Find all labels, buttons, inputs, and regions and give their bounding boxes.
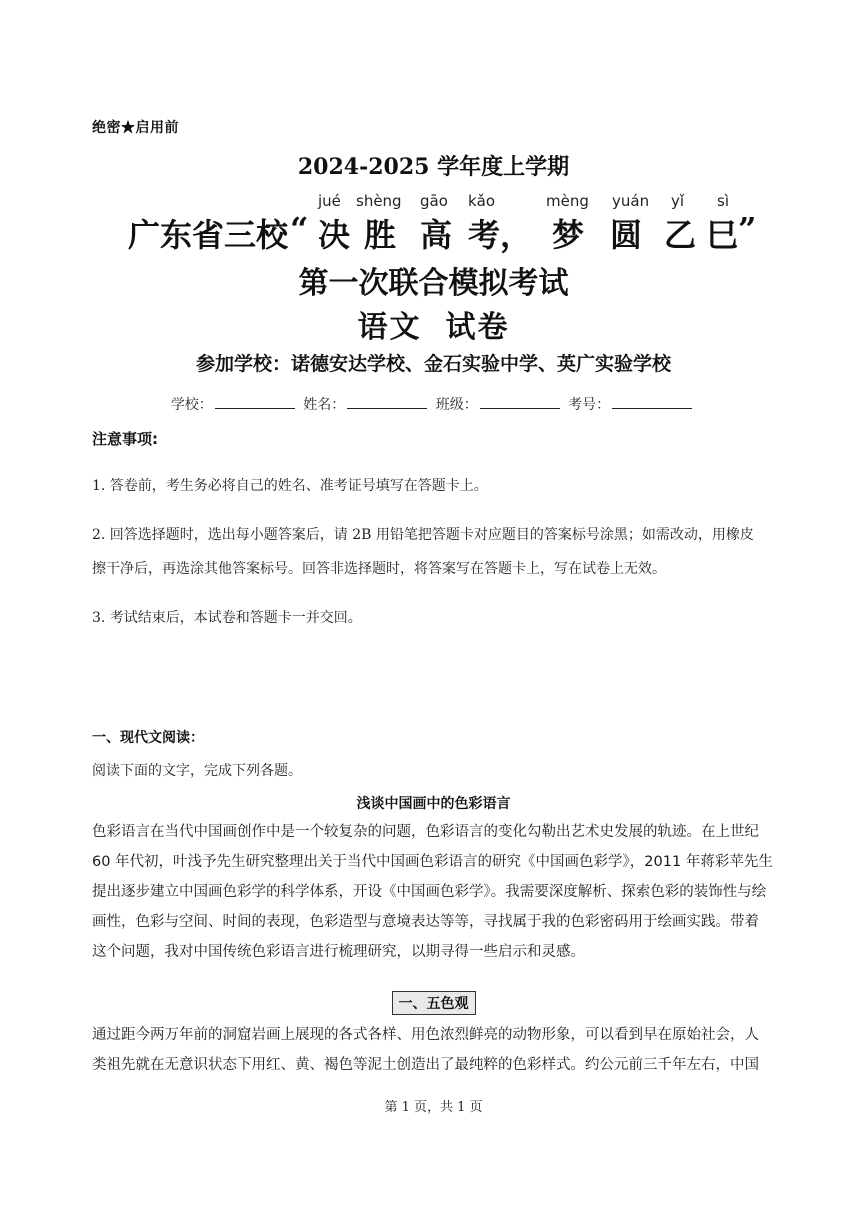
student-info-row — [0, 394, 867, 414]
school-blank — [215, 396, 295, 409]
academic-year-title: 2024-2025 学年度上学期 — [297, 154, 570, 180]
article-paragraph-1 — [92, 817, 778, 967]
title-char: 梦 — [552, 216, 585, 254]
title-char: 考， — [468, 216, 533, 254]
exam-title: 第一次联合模拟考试 — [298, 266, 569, 301]
notice-item-2-line-2: 擦干净后，再选涂其他答案标号。回答非选择题时，将答案写在答题卡上，写在试卷上无效。 — [92, 561, 666, 577]
paragraph-line: 通过距今两万年前的洞窟岩画上展现的各式各样、用色浓烈鲜亮的动物形象，可以看到早在原始社会，人 — [92, 1027, 759, 1043]
subject-title — [0, 302, 867, 346]
notice-item-3: 3. 考试结束后，本试卷和答题卡一并交回。 — [92, 610, 362, 626]
paragraph-line: 类祖先就在无意识状态下用红、黄、褐色等泥土创造出了最纯粹的色彩样式。约公元前三千年左右，中国 — [92, 1057, 759, 1073]
subheading-wrapper — [0, 991, 867, 1015]
title-char: 高 — [420, 216, 453, 254]
article-paragraph-2 — [92, 1020, 778, 1080]
notice-item-2-line-1: 2. 回答选择题时，选出每小题答案后，请 2B 用铅笔把答题卡对应题目的答案标号涂黑；如需改动，用橡皮 — [92, 527, 754, 543]
field-label-name: 姓名： — [303, 397, 346, 413]
exam-number-blank — [612, 396, 692, 409]
pinyin-syllable: sì — [717, 192, 729, 210]
pinyin-syllable: jué — [318, 192, 341, 210]
pinyin-syllable: gāo — [420, 192, 448, 210]
paragraph-line: 这个问题，我对中国传统色彩语言进行梳理研究，以期寻得一些启示和灵感。 — [92, 944, 585, 960]
pinyin-syllable: yǐ — [671, 192, 685, 210]
field-label-class: 班级： — [435, 397, 478, 413]
notice-item-1: 1. 答卷前，考生务必将自己的姓名、准考证号填写在答题卡上。 — [92, 478, 488, 494]
title-char: 圆 — [610, 216, 643, 254]
participating-schools: 参加学校：诺德安达学校、金石实验中学、英广实验学校 — [195, 353, 671, 375]
title-char: 巳 — [706, 216, 739, 254]
page-footer: 第 1 页，共 1 页 — [384, 1100, 483, 1115]
reading-instruction: 阅读下面的文字，完成下列各题。 — [92, 763, 302, 779]
pinyin-syllable: mèng — [546, 192, 589, 210]
paper-label: 试卷 — [445, 310, 510, 345]
title-prefix: 广东省三校 — [128, 216, 289, 254]
paragraph-line: 画性，色彩与空间、时间的表现，色彩造型与意境表达等等，寻找属于我的色彩密码用于绘画实践。带着 — [92, 914, 759, 930]
section-heading: 一、现代文阅读： — [92, 730, 204, 746]
article-subheading: 一、五色观 — [392, 991, 476, 1015]
name-blank — [347, 396, 427, 409]
field-label-exam-number: 考号： — [568, 397, 611, 413]
title-char: 乙 — [664, 216, 697, 254]
paragraph-line: 色彩语言在当代中国画创作中是一个较复杂的问题，色彩语言的变化勾勒出艺术史发展的轨迹。在上世纪 — [92, 824, 759, 840]
title-char: 胜 — [364, 216, 397, 254]
pinyin-syllable: yuán — [612, 192, 650, 210]
pinyin-syllable: kǎo — [468, 192, 496, 210]
title-char: 决 — [318, 216, 351, 254]
confidential-label: 绝密★启用前 — [92, 120, 179, 136]
pinyin-syllable: shèng — [356, 192, 402, 210]
main-title — [0, 210, 867, 254]
pinyin-row — [0, 192, 867, 212]
subject-name: 语文 — [357, 310, 422, 345]
notice-heading: 注意事项: — [92, 430, 158, 448]
title-open-quote: “ — [290, 210, 309, 248]
article-title: 浅谈中国画中的色彩语言 — [356, 796, 511, 812]
paragraph-line: 60 年代初，叶浅予先生研究整理出关于当代中国画色彩语言的研究《中国画色彩学》，2011 年蒋彩苹先生 — [92, 854, 773, 870]
paragraph-line: 提出逐步建立中国画色彩学的科学体系，开设《中国画色彩学》。我需要深度解析、探索色彩的装饰性与绘 — [92, 884, 767, 900]
class-blank — [480, 396, 560, 409]
title-close-quote: ” — [738, 210, 757, 248]
field-label-school: 学校： — [170, 397, 213, 413]
